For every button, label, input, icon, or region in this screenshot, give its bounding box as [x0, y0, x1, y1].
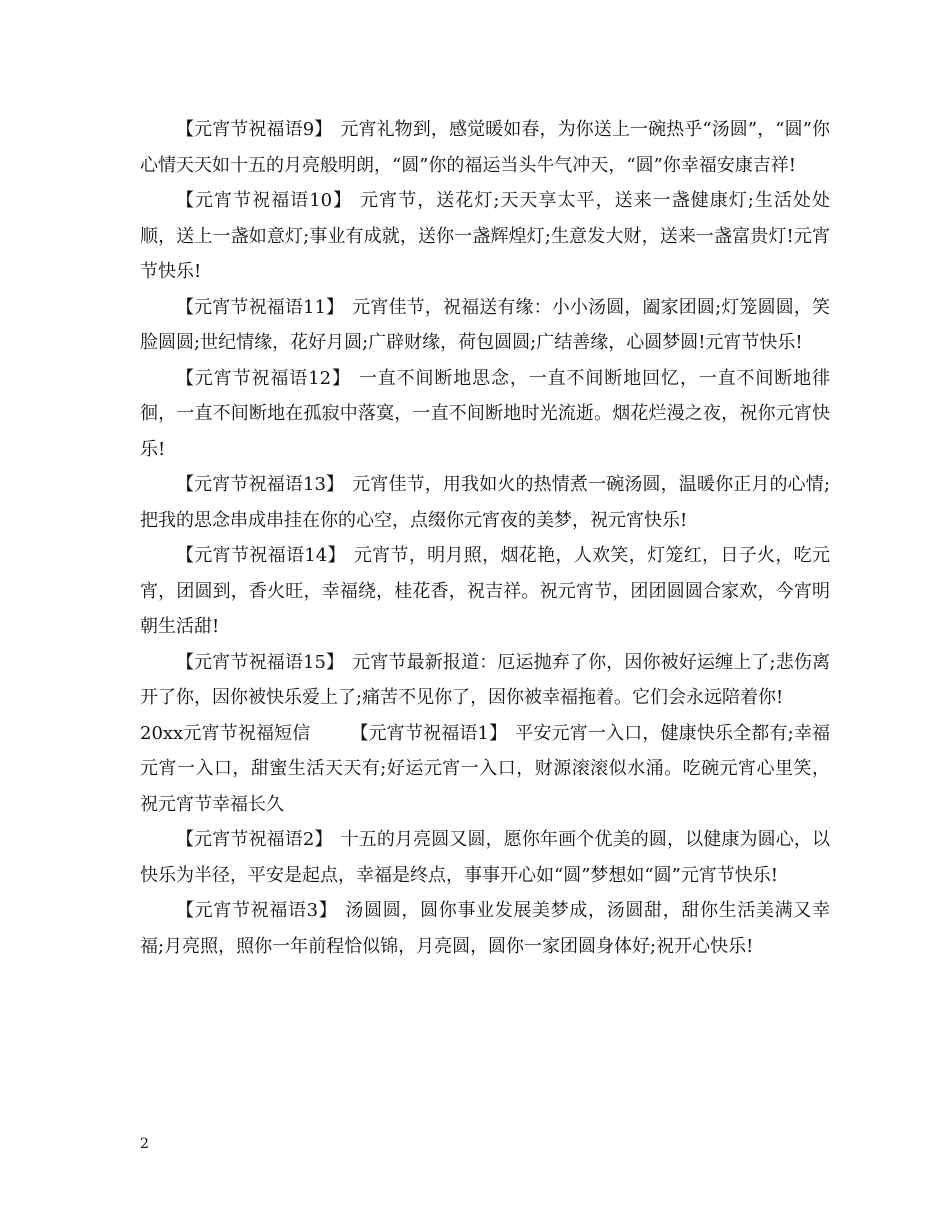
paragraph-tag: 【元宵节祝福语13】: [176, 474, 345, 495]
paragraph-blessing-15: [140, 645, 830, 716]
paragraph-blessing-10: [140, 183, 830, 290]
paragraph-text: 元宵佳节，祝福送有缘：小小汤圆，阖家团圆;灯笼圆圆，笑脸圆圆;世纪情缘，花好月圆;广辟财缘，荷包圆圆;广结善缘，心圆梦圆!元宵节快乐!: [140, 296, 831, 353]
paragraph-text: 元宵节，明月照，烟花艳，人欢笑，灯笼红，日子火，吃元宵，团圆到，香火旺，幸福绕，桂花香，祝吉祥。祝元宵节，团团圆圆合家欢，今宵明朝生活甜!: [140, 545, 830, 637]
paragraph-blessing-13: [140, 467, 830, 538]
paragraph-tag: 【元宵节祝福语2】: [176, 829, 333, 850]
paragraph-blessing-14: [140, 538, 830, 645]
paragraph-text: 元宵佳节，用我如火的热情煮一碗汤圆，温暖你正月的心情;把我的思念串成串挂在你的心空，点缀你元宵夜的美梦，祝元宵快乐!: [140, 474, 831, 531]
paragraph-text: 元宵节，送花灯;天天享太平，送来一盏健康灯;生活处处顺，送上一盏如意灯;事业有成就，送你一盏辉煌灯;生意发大财，送来一盏富贵灯!元宵节快乐!: [140, 190, 830, 282]
paragraph-blessing-3: [140, 893, 830, 964]
paragraph-tag: 【元宵节祝福语9】: [176, 119, 333, 140]
paragraph-blessing-9: [140, 112, 830, 183]
paragraph-text: 元宵礼物到，感觉暖如春，为你送上一碗热乎“汤圆”，“圆”你心情天天如十五的月亮般明朗，“圆”你的福运当头牛气冲天，“圆”你幸福安康吉祥!: [140, 119, 831, 176]
paragraph-tag: 【元宵节祝福语11】: [176, 296, 345, 318]
paragraph-blessing-11: [140, 290, 830, 361]
paragraph-tag: 【元宵节祝福语14】: [176, 545, 346, 566]
paragraph-text: 十五的月亮圆又圆，愿你年画个优美的圆，以健康为圆心，以快乐为半径，平安是起点，幸福是终点，事事开心如“圆”梦想如“圆”元宵节快乐!: [140, 829, 830, 886]
paragraph-tag: 【元宵节祝福语3】: [176, 900, 338, 921]
paragraph-text: 汤圆圆，圆你事业发展美梦成，汤圆甜，甜你生活美满又幸福;月亮照，照你一年前程恰似锦，月亮圆，圆你一家团圆身体好;祝开心快乐!: [140, 900, 830, 957]
paragraph-tag: 【元宵节祝福语15】: [176, 651, 345, 673]
paragraph-section-start: [140, 716, 830, 823]
paragraph-tag: 【元宵节祝福语12】: [176, 367, 351, 389]
section-heading: 20xx元宵节祝福短信: [140, 722, 311, 744]
paragraph-tag: 【元宵节祝福语10】: [176, 190, 353, 211]
paragraph-blessing-2: [140, 822, 830, 893]
paragraph-tag: 【元宵节祝福语1】: [350, 722, 508, 744]
document-body: [140, 112, 830, 964]
paragraph-text: 一直不间断地思念，一直不间断地回忆，一直不间断地徘徊，一直不间断地在孤寂中落寞，一直不间断地时光流逝。烟花烂漫之夜，祝你元宵快乐!: [140, 367, 831, 460]
page-number: 2: [140, 1136, 149, 1152]
paragraph-blessing-12: [140, 361, 830, 468]
paragraph-text: 平安元宵一入口，健康快乐全都有;幸福元宵一入口，甜蜜生活天天有;好运元宵一入口，财源滚滚似水涌。吃碗元宵心里笑，祝元宵节幸福长久: [140, 722, 830, 815]
paragraph-text: 元宵节最新报道：厄运抛弃了你，因你被好运缠上了;悲伤离开了你，因你被快乐爱上了;痛苦不见你了，因你被幸福拖着。它们会永远陪着你!: [140, 651, 831, 708]
